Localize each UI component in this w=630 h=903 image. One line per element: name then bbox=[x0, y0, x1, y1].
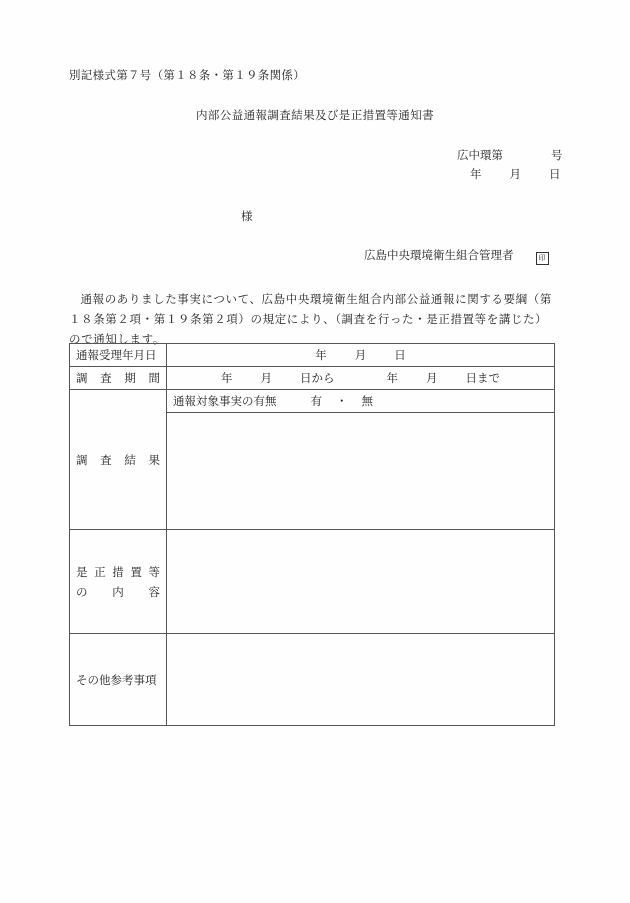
existence-of-facts-field[interactable] bbox=[167, 390, 555, 413]
document-date bbox=[470, 166, 561, 182]
row-corrective-measures bbox=[70, 530, 555, 634]
existence-label: 通報対象事実の有無 bbox=[173, 394, 277, 408]
to-year: 年 bbox=[386, 371, 398, 385]
document-title: 内部公益通報調査結果及び是正措置等通知書 bbox=[196, 108, 434, 122]
from-month: 月 bbox=[260, 371, 272, 385]
ir-c2: 結 bbox=[124, 452, 136, 467]
investigation-period-label bbox=[70, 367, 167, 390]
separator-dot: ・ bbox=[336, 394, 348, 408]
cm-d0: の bbox=[76, 584, 88, 599]
ir-c0: 調 bbox=[76, 452, 88, 467]
seal-icon: 印 bbox=[536, 252, 549, 265]
ir-c3: 果 bbox=[148, 452, 160, 467]
to-month: 月 bbox=[426, 371, 438, 385]
row-received-date bbox=[70, 344, 555, 367]
corrective-measures-field[interactable] bbox=[167, 530, 555, 634]
cm-c2: 措 bbox=[112, 564, 124, 579]
row-investigation-period bbox=[70, 367, 555, 390]
cm-d1: 内 bbox=[112, 584, 124, 599]
rd-year: 年 bbox=[315, 348, 327, 362]
ir-c1: 査 bbox=[100, 452, 112, 467]
doc-number-prefix: 広中環第 bbox=[457, 148, 503, 162]
ip-c2: 期 bbox=[124, 371, 136, 385]
ip-c0: 調 bbox=[76, 371, 88, 385]
document-number bbox=[457, 147, 563, 163]
notice-form-table bbox=[69, 343, 555, 726]
received-date-label: 通報受理年月日 bbox=[70, 344, 167, 367]
ip-c1: 査 bbox=[100, 371, 112, 385]
other-notes-field[interactable] bbox=[167, 634, 555, 726]
date-month: 月 bbox=[509, 167, 521, 181]
body-text: 通報のありました事実について、広島中央環境衛生組合内部公益通報に関する要綱（第１８条第２項・第１９条第２項）の規定により、（調査を行った・是正措置等を講じた）ので通知します。 bbox=[69, 292, 552, 346]
recipient-honorific: 様 bbox=[241, 209, 253, 223]
cm-c4: 等 bbox=[148, 564, 160, 579]
rd-month: 月 bbox=[354, 348, 367, 362]
form-number: 別記様式第７号（第１８条・第１９条関係） bbox=[69, 68, 305, 82]
other-notes-label: その他参考事項 bbox=[70, 634, 167, 726]
cm-c0: 是 bbox=[76, 564, 88, 579]
received-date-field[interactable] bbox=[167, 344, 555, 367]
corrective-measures-label bbox=[70, 530, 167, 634]
date-day: 日 bbox=[549, 167, 561, 181]
investigation-result-detail-field[interactable] bbox=[167, 413, 555, 530]
ip-c3: 間 bbox=[148, 371, 160, 385]
from-day: 日から bbox=[300, 371, 335, 385]
investigation-period-field[interactable] bbox=[167, 367, 555, 390]
from-year: 年 bbox=[221, 371, 233, 385]
sender-name: 広島中央環境衛生組合管理者 bbox=[364, 248, 514, 262]
rd-day: 日 bbox=[394, 348, 406, 362]
row-investigation-result bbox=[70, 390, 555, 413]
cm-c3: 置 bbox=[130, 564, 142, 579]
investigation-result-label bbox=[70, 390, 167, 530]
row-other-notes bbox=[70, 634, 555, 726]
to-day: 日まで bbox=[465, 371, 500, 385]
date-year: 年 bbox=[470, 167, 482, 181]
option-no[interactable]: 無 bbox=[361, 394, 373, 408]
cm-d2: 容 bbox=[148, 584, 160, 599]
cm-c1: 正 bbox=[94, 564, 106, 579]
option-yes[interactable]: 有 bbox=[310, 394, 322, 408]
sender bbox=[364, 247, 549, 264]
doc-number-suffix: 号 bbox=[551, 148, 563, 162]
